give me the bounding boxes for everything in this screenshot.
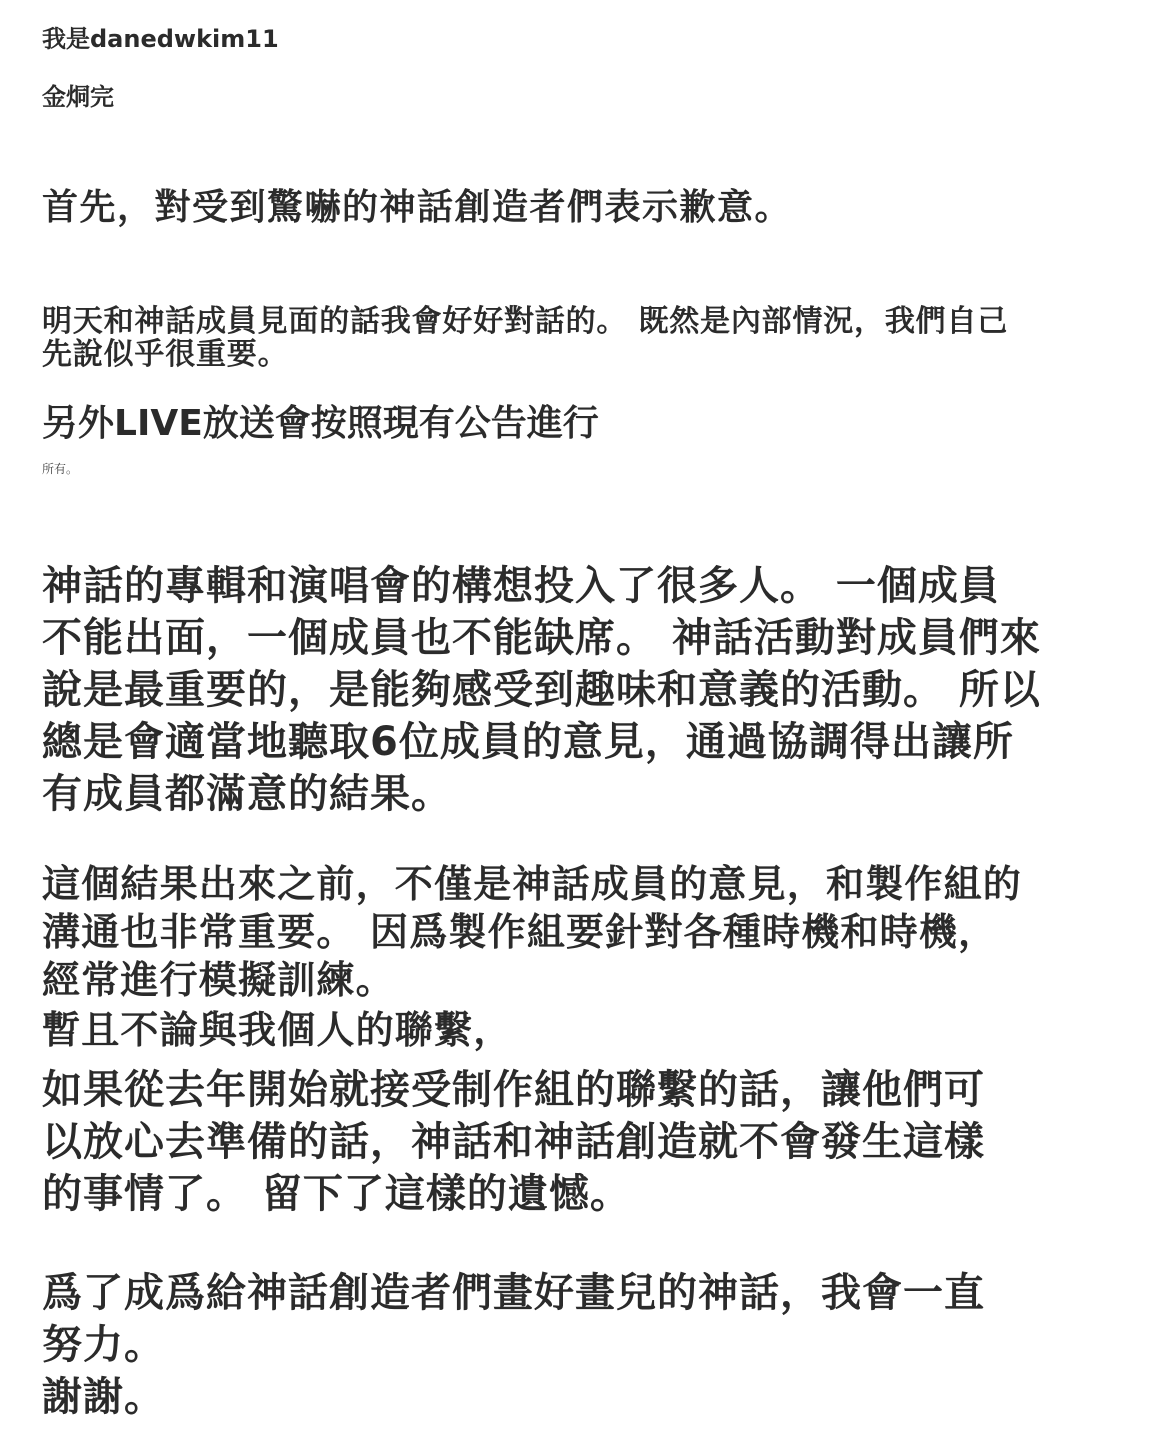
text-line: 神話的專輯和演唱會的構想投入了很多人。 一個成員 <box>42 563 1000 609</box>
author-name: 金烔完 <box>42 83 114 111</box>
text-line: 努力。 <box>42 1322 165 1368</box>
text-line: 爲了成爲給神話創造者們畫好畫兒的神話，我會一直 <box>42 1270 985 1316</box>
meeting-paragraph <box>42 305 1008 371</box>
paragraph-4 <box>42 1064 985 1220</box>
paragraph-3 <box>42 1006 512 1054</box>
text-line: 先說似乎很重要。 <box>42 337 289 372</box>
text-line: 總是會適當地聽取6位成員的意見，通過協調得出讓所 <box>42 719 1014 765</box>
paragraph-5 <box>42 1267 985 1423</box>
paragraph-2 <box>42 860 1022 1004</box>
small-note: 所有。 <box>42 462 79 476</box>
paragraph-1 <box>42 560 1041 820</box>
text-line: 如果從去年開始就接受制作組的聯繫的話，讓他們可 <box>42 1067 985 1113</box>
apology-heading: 首先，對受到驚嚇的神話創造者們表示歉意。 <box>42 187 793 228</box>
live-broadcast-notice: 另外LIVE放送會按照現有公告進行 <box>42 403 599 444</box>
text-line: 這個結果出來之前，不僅是神話成員的意見，和製作組的 <box>42 862 1023 906</box>
text-line: 以放心去準備的話，神話和神話創造就不會發生這樣 <box>42 1119 985 1165</box>
text-line: 的事情了。 留下了這樣的遺憾。 <box>42 1171 631 1217</box>
text-line: 明天和神話成員見面的話我會好好對話的。 既然是內部情況，我們自己 <box>42 304 1009 339</box>
text-line: 謝謝。 <box>42 1374 165 1420</box>
text-line: 有成員都滿意的結果。 <box>42 771 452 817</box>
text-line: 不能出面，一個成員也不能缺席。 神話活動對成員們來 <box>42 615 1041 661</box>
text-line: 暫且不論與我個人的聯繫， <box>42 1008 513 1052</box>
text-line: 經常進行模擬訓練。 <box>42 958 395 1002</box>
username: 我是danedwkim11 <box>42 25 279 53</box>
text-line: 說是最重要的，是能夠感受到趣味和意義的活動。 所以 <box>42 667 1041 713</box>
text-line: 溝通也非常重要。 因爲製作組要針對各種時機和時機， <box>42 910 998 954</box>
